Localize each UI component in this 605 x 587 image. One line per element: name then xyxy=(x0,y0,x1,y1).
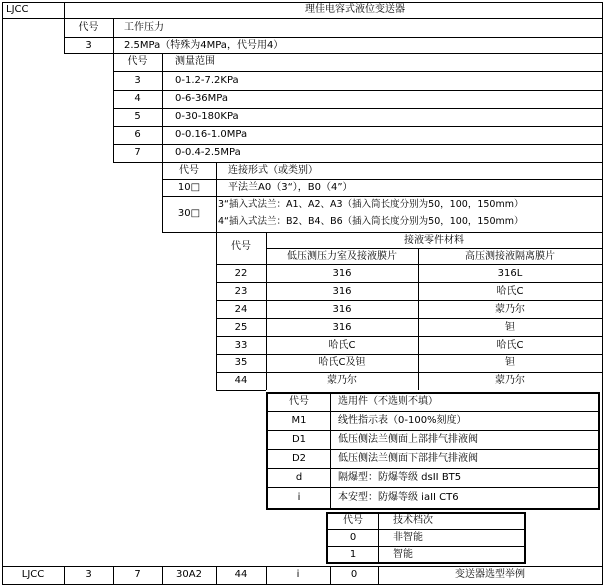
range-row-code: 6 xyxy=(134,129,141,140)
materials-row-low: 316 xyxy=(332,322,352,333)
materials-row-code: 35 xyxy=(234,357,248,368)
example-cell-model: LJCC xyxy=(21,569,45,580)
materials-row-high: 哈氏C xyxy=(496,340,524,351)
example-label: 变送器选型举例 xyxy=(455,569,525,580)
materials-code-header: 代号 xyxy=(231,241,251,252)
materials-row-code: 44 xyxy=(234,375,248,386)
options-name-header: 选用件（不选则不填） xyxy=(338,396,438,407)
options-row-value: 线性指示表（0-100%刻度） xyxy=(338,415,467,426)
options-row-value: 低压侧法兰侧面下部排气排液阀 xyxy=(338,453,478,464)
example-cell-connection: 30A2 xyxy=(176,569,202,580)
materials-row-code: 22 xyxy=(234,268,248,279)
materials-row-low: 哈氏C及钽 xyxy=(318,357,366,368)
connection-row-value: 平法兰A0（3“），B0（4”） xyxy=(228,182,353,193)
materials-row-high: 316L xyxy=(497,268,523,279)
options-row-value: 隔爆型：防爆等级 dsII BT5 xyxy=(338,472,462,483)
range-row-code: 3 xyxy=(134,75,141,86)
tech-row-value: 智能 xyxy=(393,549,413,560)
connection-row-value-2: 4“插入式法兰：B2、B4、B6（插入筒长度分别为50，100，150mm） xyxy=(218,216,524,227)
tech-row-code: 0 xyxy=(349,532,357,543)
tech-row-value: 非智能 xyxy=(393,532,423,543)
connection-name-header: 连接形式（或类别） xyxy=(228,165,318,176)
range-row-value: 0-30-180KPa xyxy=(175,111,239,122)
materials-row-code: 23 xyxy=(234,286,248,297)
pressure-code: 3 xyxy=(85,40,92,51)
connection-row-value: 3“插入式法兰：A1、A2、A3（插入筒长度分别为50，100，150mm） xyxy=(218,199,524,210)
connection-row-code: 30□ xyxy=(177,208,201,219)
example-cell-range: 7 xyxy=(134,569,141,580)
materials-row-low: 316 xyxy=(332,304,352,315)
materials-row-high: 钽 xyxy=(505,322,515,333)
range-row-code: 5 xyxy=(134,111,141,122)
connection-row-code: 10□ xyxy=(177,182,201,193)
example-cell-material: 44 xyxy=(234,569,248,580)
range-row-value: 0-0.16-1.0MPa xyxy=(175,129,248,140)
options-row-code: i xyxy=(297,492,301,503)
materials-row-low: 哈氏C xyxy=(328,340,356,351)
options-row-code: d xyxy=(295,472,303,483)
range-row-code: 4 xyxy=(134,93,141,104)
materials-row-high: 钽 xyxy=(505,357,515,368)
example-cell-tech: 0 xyxy=(350,569,358,580)
range-row-value: 0-6-36MPa xyxy=(175,93,229,104)
options-code-header: 代号 xyxy=(289,396,309,407)
options-row-value: 本安型：防爆等级 iaII CT6 xyxy=(338,492,459,503)
materials-row-low: 蒙乃尔 xyxy=(327,375,357,386)
tech-row-code: 1 xyxy=(349,549,357,560)
example-cell-pressure: 3 xyxy=(85,569,92,580)
model-code-header: LJCC xyxy=(6,4,29,15)
options-row-code: M1 xyxy=(291,415,307,426)
materials-row-high: 哈氏C xyxy=(496,286,524,297)
options-row-code: D2 xyxy=(291,453,307,464)
materials-row-high: 蒙乃尔 xyxy=(495,304,525,315)
pressure-name-header: 工作压力 xyxy=(124,22,164,33)
range-code-header: 代号 xyxy=(127,56,148,67)
pressure-value: 2.5MPa（特殊为4MPa，代号用4） xyxy=(124,40,284,51)
materials-row-low: 316 xyxy=(332,268,352,279)
materials-title: 接液零件材料 xyxy=(404,235,464,246)
materials-col-low: 低压测压力室及接液膜片 xyxy=(287,251,397,262)
materials-row-low: 316 xyxy=(332,286,352,297)
tech-name-header: 技术档次 xyxy=(393,515,433,526)
materials-row-code: 25 xyxy=(234,322,248,333)
product-name: 理佳电容式液位变送器 xyxy=(305,4,405,15)
range-row-value: 0-0.4-2.5MPa xyxy=(175,147,241,158)
range-row-value: 0-1.2-7.2KPa xyxy=(175,75,239,86)
range-row-code: 7 xyxy=(134,147,141,158)
example-cell-option: i xyxy=(296,569,300,580)
options-row-code: D1 xyxy=(291,434,307,445)
materials-row-high: 蒙乃尔 xyxy=(495,375,525,386)
options-row-value: 低压侧法兰侧面上部排气排液阀 xyxy=(338,434,478,445)
range-name-header: 测量范围 xyxy=(175,56,215,67)
materials-row-code: 33 xyxy=(234,340,248,351)
materials-col-high: 高压测接液隔离膜片 xyxy=(465,251,555,262)
materials-row-code: 24 xyxy=(234,304,248,315)
connection-code-header: 代号 xyxy=(179,165,199,176)
pressure-code-header: 代号 xyxy=(78,22,99,33)
tech-code-header: 代号 xyxy=(343,515,363,526)
